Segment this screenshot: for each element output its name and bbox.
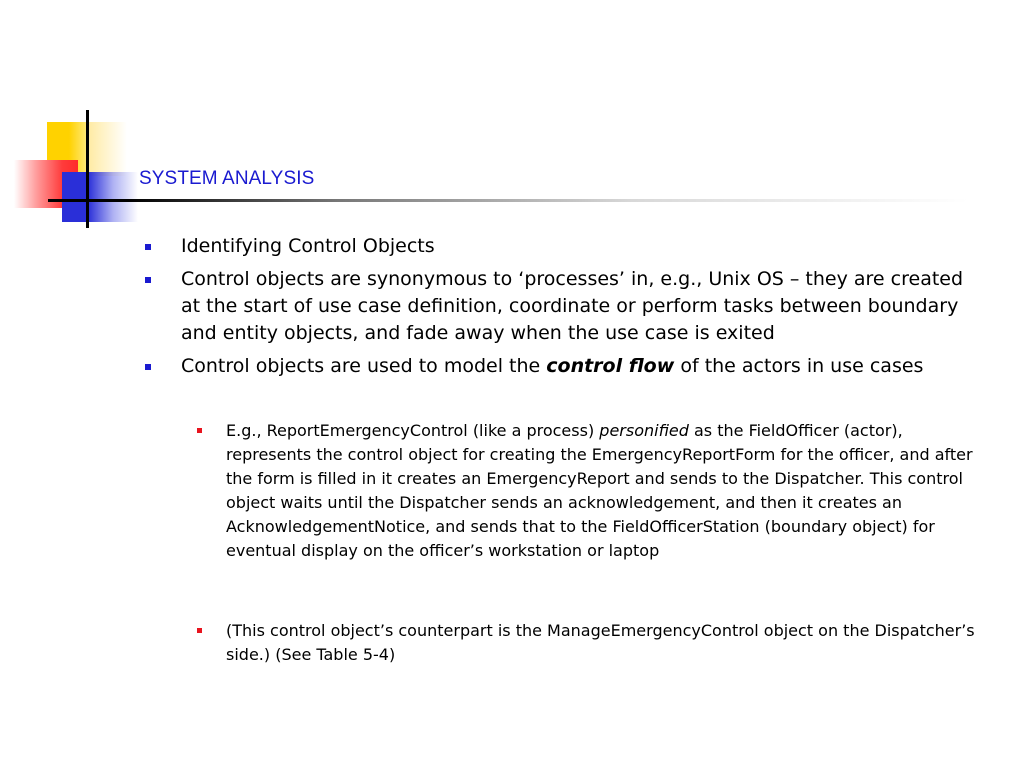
- logo-blue-fade: [88, 172, 138, 222]
- sub-bullet-text: E.g., ReportEmergencyControl (like a process): [226, 421, 600, 440]
- logo-blue-square: [62, 172, 88, 222]
- bullet-text: Control objects are used to model the: [181, 355, 547, 377]
- sub-bullet-item: [226, 419, 986, 563]
- bullet-item: [181, 233, 1001, 260]
- sub-bullet-item: [226, 619, 986, 667]
- bullet-emphasis: control flow: [546, 355, 675, 377]
- logo-vertical-line: [86, 110, 89, 228]
- logo-horizontal-line: [48, 199, 140, 202]
- bullet-item: [181, 266, 986, 347]
- sub-bullet-marker: [197, 428, 202, 433]
- sub-bullet-marker: [197, 628, 202, 633]
- bullet-text: of the actors in use cases: [674, 355, 924, 377]
- slide-title: SYSTEM ANALYSIS: [139, 168, 315, 189]
- title-underline: [128, 199, 968, 202]
- bullet-marker: [145, 244, 151, 250]
- sub-bullet-text: (This control object’s counterpart is the ManageEmergencyControl object on the Dispatcher’s side.) (See Table 5-4): [226, 621, 975, 664]
- sub-bullet-emphasis: personified: [599, 421, 689, 440]
- bullet-text: Control objects are synonymous to ‘processes’ in, e.g., Unix OS – they are created at the start of use case definition, coordinate or perform tasks between boundary and entity objects, and fade away when the use case is exited: [181, 268, 964, 344]
- bullet-text: Identifying Control Objects: [181, 235, 435, 257]
- logo-yellow-fade: [87, 122, 127, 176]
- bullet-item: [181, 353, 1001, 380]
- slide-logo-decoration: [0, 0, 140, 240]
- bullet-marker: [145, 277, 151, 283]
- sub-bullet-text: as the FieldOfficer (actor), represents the control object for creating the EmergencyReportForm for the officer, and after the form is filled in it creates an EmergencyReport and sends to the Dispatcher. This control object waits until the Dispatcher sends an acknowledgement, and then it creates an AcknowledgementNotice, and sends that to the FieldOfficerStation (boundary object) for eventual display on the officer’s workstation or laptop: [226, 421, 973, 560]
- bullet-marker: [145, 364, 151, 370]
